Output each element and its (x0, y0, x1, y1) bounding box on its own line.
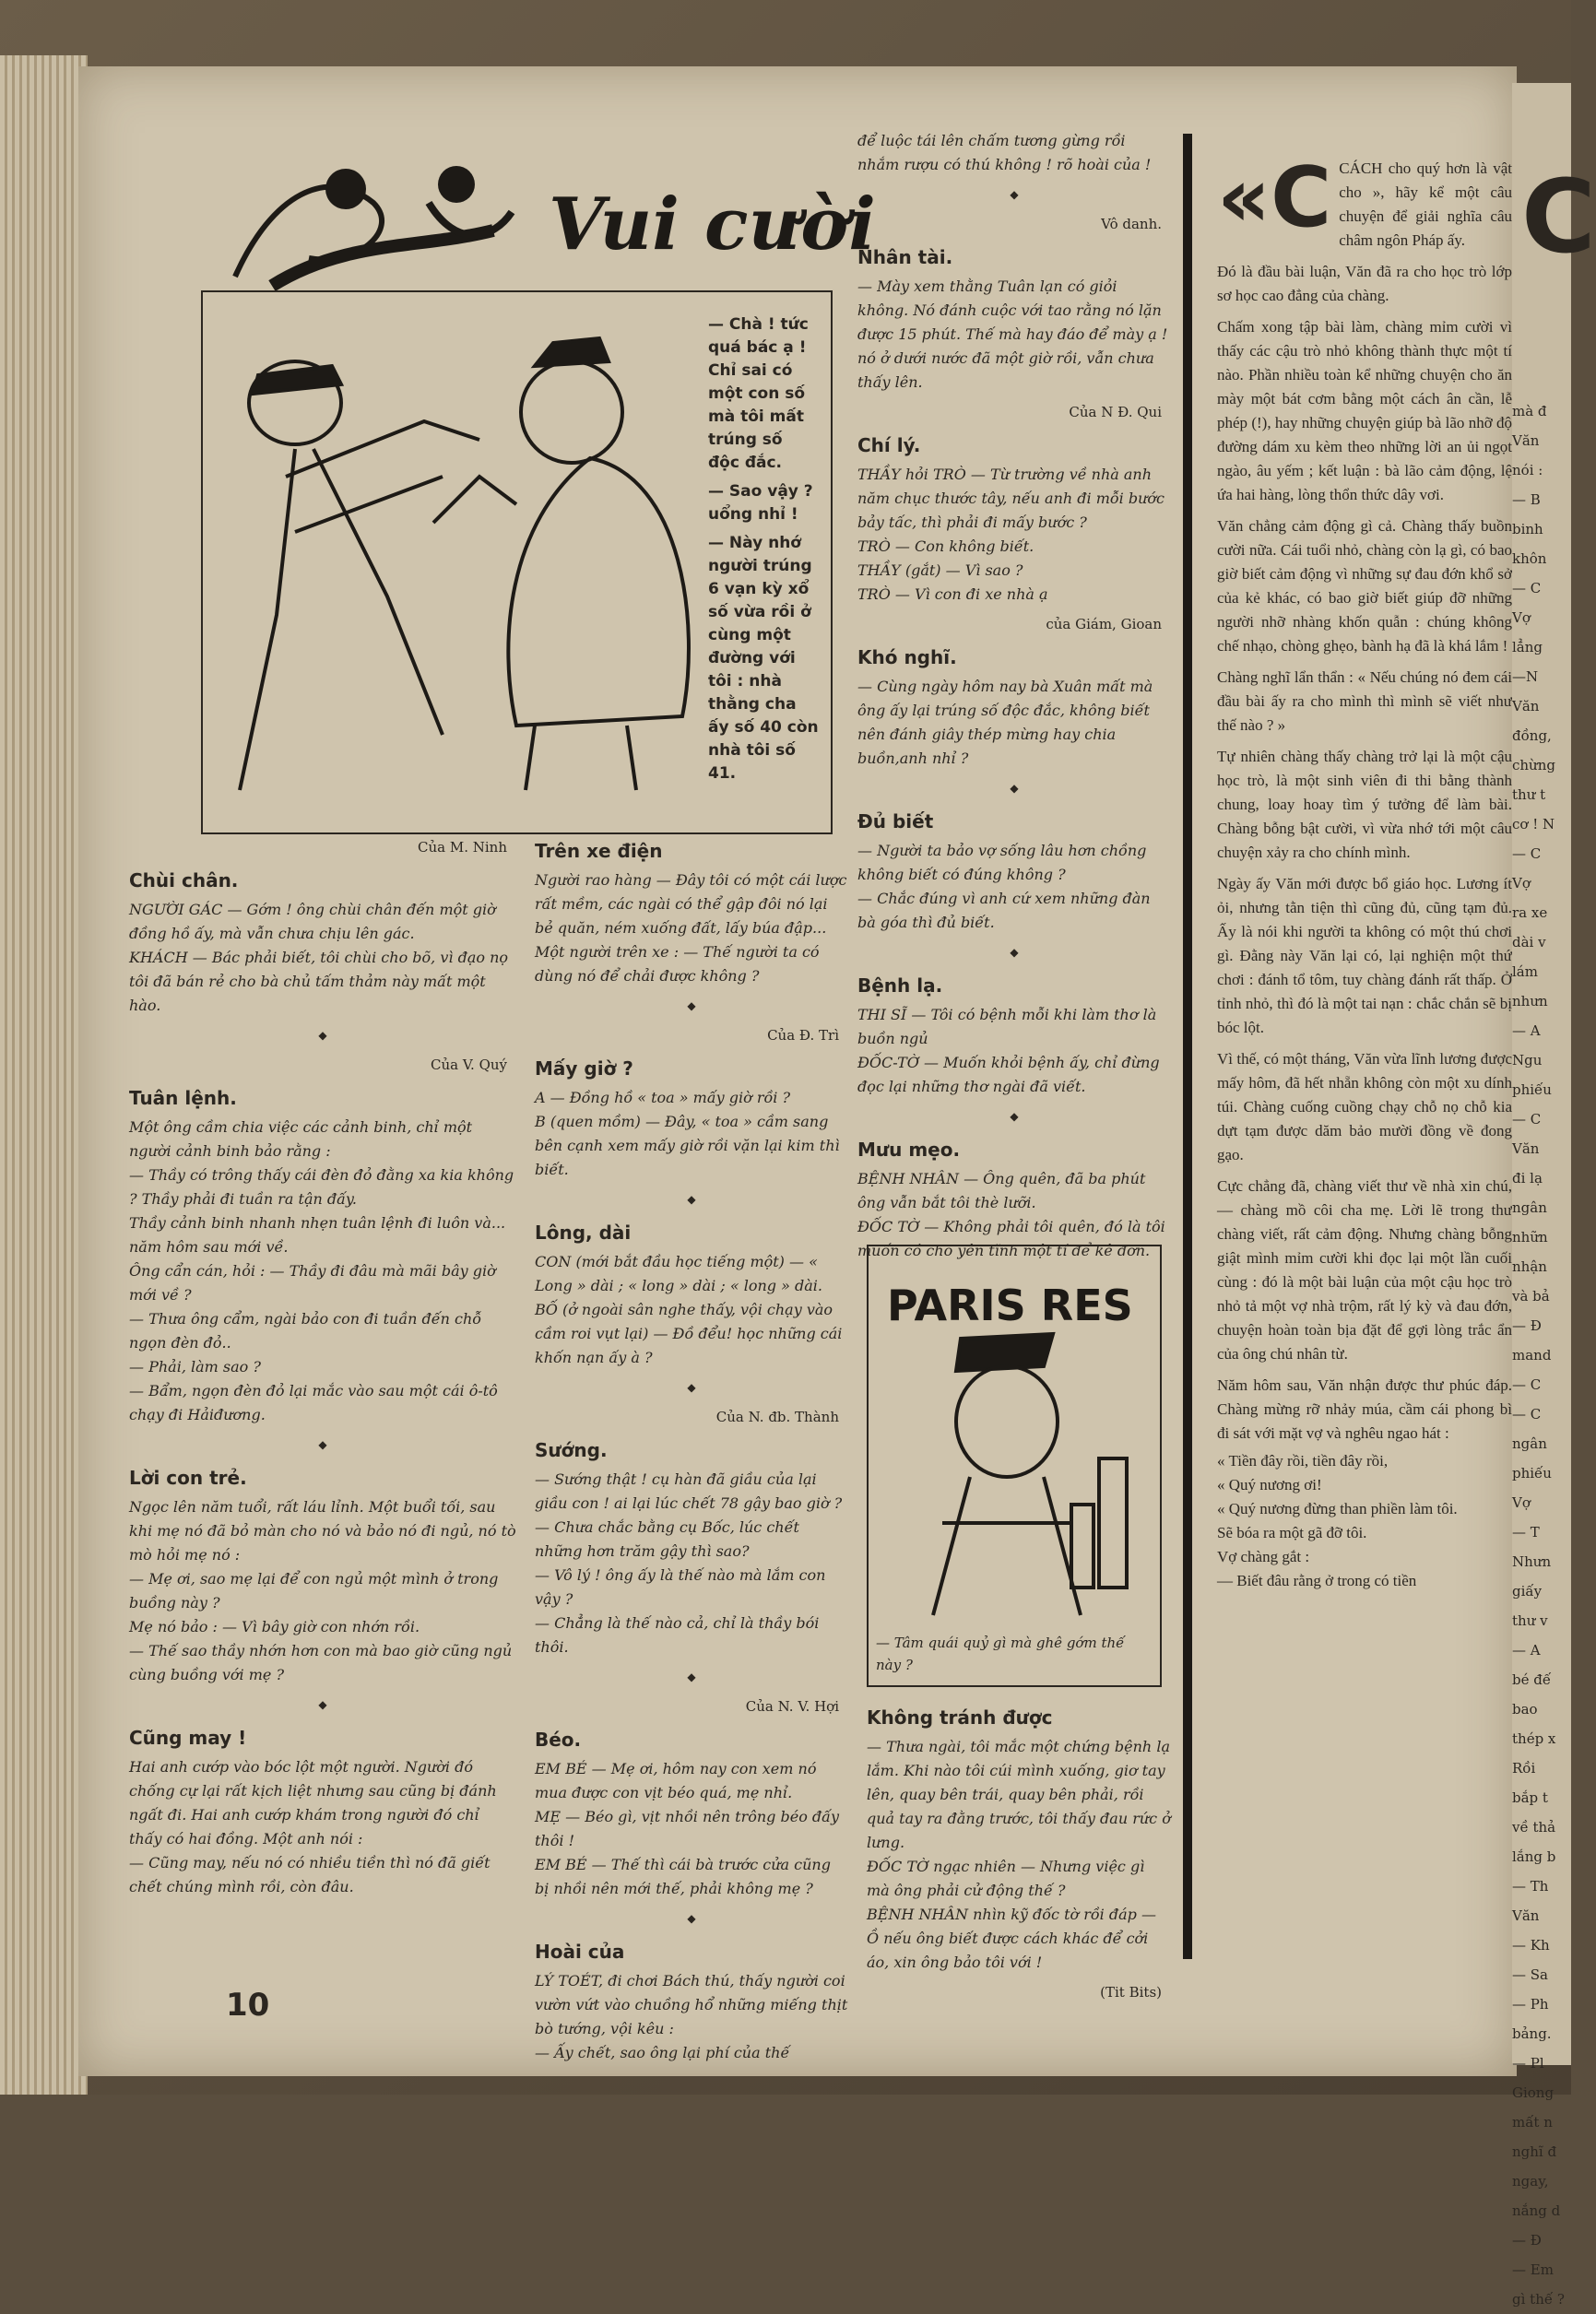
facing-page-line: lắng b (1512, 1848, 1556, 1865)
byline: (Tit Bits) (1100, 1984, 1162, 2001)
byline: Của M. Ninh (418, 839, 507, 856)
article-text: ĐỐC TỜ — Không phải tôi quên, đó là tôi muốn có cho yên tĩnh một tí để kê đơn. (857, 1218, 1165, 1259)
article-text: — Thế sao thầy nhớn hơn con mà bao giờ cũng ngủ cùng buồng với mẹ ? (129, 1642, 513, 1683)
facing-page-line: — C (1512, 1406, 1542, 1423)
facing-page-line: đồng, (1512, 727, 1552, 744)
article-text: Một ông cầm chia việc các cảnh binh, chỉ một người cảnh binh bảo rằng : (129, 1118, 473, 1160)
facing-page-line: binh (1512, 521, 1543, 537)
column-2 (535, 830, 848, 2065)
facing-page-line: Vợ (1512, 609, 1531, 626)
diamond-separator: ◆ (687, 1671, 696, 1683)
facing-page-line: — C (1512, 845, 1542, 862)
cartoon-paris-man (867, 1245, 1162, 1687)
facing-page-line: bao (1512, 1701, 1538, 1718)
column-3 (857, 129, 1171, 1263)
story-paragraph: Vợ chàng gắt : (1217, 1548, 1310, 1565)
article-text: TRÒ — Vì con đi xe nhà ạ (857, 585, 1048, 603)
article-text: Một người trên xe : — Thế người ta có dùng nó để chải được không ? (535, 943, 820, 985)
story-paragraph: Chấm xong tập bài làm, chàng mỉm cười vì thấy các cậu trò nhỏ không thành thực một tí nào. Phần nhiều toàn kể những chuyện cho ăn mày một bát cơm bằng một cách ân cần, lễ phép (!), hay những chuyện giúp bà lão nhỡ độ đường dám xu kèm theo những lời an ủi ngọt ngào, âu yếm ; kết luận : bà lão cảm động, lệ ứa hai hàng, lòng thổn thức dây vơi. (1217, 318, 1512, 503)
diamond-separator: ◆ (1010, 946, 1019, 959)
article-text: ĐỐC-TỜ — Muốn khỏi bệnh ấy, chỉ đừng đọc lại những thơ ngài đã viết. (857, 1054, 1160, 1095)
masthead-title: Vui cười (549, 183, 876, 266)
article-title: Cũng may ! (129, 1727, 247, 1749)
story-paragraph: Ngày ấy Văn mới được bổ giáo học. Lương ít ỏi, nhưng tằn tiện thì cũng đủ, cũng tạm đủ. Ấy là nói khi người ta không có một thú chơi gì. Đằng này Văn lại có, lại nghiện một thứ chơi : đánh tổ tôm, tuy chàng đánh rất thấp. Ở tỉnh nhỏ, thì đó là một tai nạn : chắc chắn sẽ bị bóc lột. (1217, 875, 1512, 1036)
facing-page-line: — C (1512, 580, 1542, 596)
facing-page-line: — Pl (1512, 2055, 1544, 2072)
facing-page-line: — Sa (1512, 1966, 1548, 1983)
byline: của Giám, Gioan (1046, 616, 1162, 632)
article-text: CON (mới bắt đầu học tiếng một) — « Long » dài ; « long » dài ; « long » dài. (535, 1253, 822, 1294)
facing-page-line: — Đ (1512, 2232, 1542, 2249)
byline: Của N. đb. Thành (715, 1409, 839, 1425)
column-4-story (1217, 149, 1512, 1593)
article-text: — Cũng may, nếu nó có nhiều tiền thì nó đã giết chết chúng mình rồi, còn đâu. (129, 1854, 491, 1895)
facing-page-line: mất n (1512, 2114, 1553, 2131)
article-title: Sướng. (535, 1439, 608, 1461)
caption-line: — Này nhớ người trúng 6 vạn kỳ xổ số vừa rồi ở cùng một đường với tôi : nhà thằng cha ấy số 40 còn nhà tôi số 41. (708, 534, 819, 783)
page-number: 10 (226, 1987, 270, 2024)
facing-page-line: lẳng (1512, 639, 1543, 655)
byline: Của N. V. Hợi (745, 1698, 839, 1715)
article-text: TRÒ — Con không biết. (857, 537, 1034, 555)
story-paragraph: CÁCH cho quý hơn là vật cho », hãy kể một câu chuyện để giải nghĩa câu châm ngôn Pháp ấy. (1339, 159, 1512, 249)
diamond-separator: ◆ (318, 1029, 327, 1042)
article-text: B (quen mồm) — Đây, « toa » cầm sang bên cạnh xem mấy giờ rồi vặn lại kim thì biết. (535, 1113, 840, 1178)
caption-line: — Sao vậy ? uổng nhỉ ! (708, 482, 813, 524)
article-text: THẦY hỏi TRÒ — Từ trường về nhà anh năm chục thước tây, nếu anh đi mỗi bước bảy tấc, thì phải đi mấy bước ? (857, 466, 1165, 531)
article-text: Thầy cảnh binh nhanh nhẹn tuân lệnh đi luôn và... năm hôm sau mới về. (129, 1214, 506, 1256)
article-text: — Thưa ngài, tôi mắc một chứng bệnh lạ lắm. Khi nào tôi cúi mình xuống, giơ tay lên, quay bên trái, quay bên phải, rồi quả tay ra đằng trước, tôi thấy đau rức ở lưng. (867, 1738, 1171, 1851)
facing-page-line: — Em (1512, 2261, 1554, 2278)
article-text: THI SĨ — Tôi có bệnh mỗi khi làm thơ là buồn ngủ (857, 1006, 1157, 1047)
facing-page-line: thư v (1512, 1612, 1548, 1629)
facing-page-line: — T (1512, 1524, 1540, 1541)
article-text: ĐỐC TỜ ngạc nhiên — Nhưng việc gì mà ông phải cử động thế ? (867, 1858, 1145, 1899)
facing-page-line: nắng d (1512, 2202, 1561, 2219)
diamond-separator: ◆ (1010, 188, 1019, 201)
facing-page-line: Rồi (1512, 1760, 1536, 1777)
article-text: LÝ TOÉT, đi chơi Bách thú, thấy người coi vườn vứt vào chuồng hổ những miếng thịt bò tướng, vội kêu : (535, 1972, 848, 2037)
diamond-separator: ◆ (687, 1381, 696, 1394)
article-text: Người rao hàng — Đây tôi có một cái lược rất mềm, các ngài có thể gập đôi nó lại bẻ quăn, ném xuống đất, lấy búa đập... (535, 871, 847, 937)
story-paragraph: Sẽ bóa ra một gã đỡ tôi. (1217, 1524, 1367, 1541)
article-text: MẸ — Béo gì, vịt nhồi nên trông béo đấy thôi ! (535, 1808, 840, 1849)
facing-page-line: lám (1512, 963, 1538, 980)
cartoon-paris-man-drawing (869, 1246, 1160, 1624)
facing-page-line: về thả (1512, 1819, 1556, 1836)
facing-page-line: — A (1512, 1022, 1541, 1039)
byline: Của V. Quý (430, 1057, 507, 1073)
article-title: Nhân tài. (857, 246, 953, 268)
facing-page-line: đi lạ (1512, 1170, 1543, 1187)
story-paragraph: Cực chẳng đã, chàng viết thư về nhà xin chú, — chàng mồ côi cha mẹ. Lời lẽ trong thư chàng viết, rất cảm động. Nhưng chàng bỗng giật mình mỉm cười khi đọc lại một lần cuối cùng : đó là một bài luận của một cậu học trò nhỏ tả một vợ nhà trộm, rất lý kỳ và đau đớn, chuyện hoàn toàn bịa đặt để gợi lòng trắc ẩn của ông chú nhân từ. (1217, 1177, 1512, 1363)
diamond-separator: ◆ (687, 1912, 696, 1925)
article-text: — Chắc đúng vì anh cứ xem những đàn bà góa thì đủ biết. (857, 890, 1151, 931)
story-paragraph: — Biết đâu rằng ở trong có tiền (1217, 1572, 1417, 1589)
facing-page-line: —N (1512, 668, 1539, 685)
facing-page-line: nhữn (1512, 1229, 1548, 1246)
article-title: Hoài của (535, 1941, 625, 1963)
article-title: Bệnh lạ. (857, 974, 943, 997)
facing-page-line: bé đế (1512, 1671, 1552, 1688)
facing-page-line: — Th (1512, 1878, 1549, 1895)
facing-page-line: thư t (1512, 786, 1546, 803)
facing-page-line: phiếu (1512, 1081, 1552, 1098)
facing-page-line: cơ ! N (1512, 816, 1555, 832)
facing-page-drop-cap: C (1521, 158, 1596, 276)
facing-page-line: Văn (1512, 1140, 1540, 1157)
column-rule (1183, 134, 1192, 1959)
facing-page-line: khôn (1512, 550, 1547, 567)
article-text: — Mẹ ơi, sao mẹ lại để con ngủ một mình ở trong buồng này ? (129, 1570, 499, 1612)
facing-page-line: ngân (1512, 1435, 1547, 1452)
story-paragraph: Vì thế, có một tháng, Văn vừa lĩnh lương được mấy hôm, đã hết nhẵn không còn một xu dính túi. Chàng cuống cuồng chạy chỗ nọ chỗ kia dựt tạm được dăm bảo mười đồng về đong gạo. (1217, 1050, 1512, 1163)
article-text: — Sướng thật ! cụ hàn đã giầu của lại giầu con ! ai lại lúc chết 78 gậy bao giờ ? (535, 1470, 843, 1512)
story-paragraph: « Quý nương ơi! (1217, 1476, 1322, 1493)
article-text: — Vô lý ! ông ấy là thế nào mà lắm con vậy ? (535, 1566, 826, 1608)
diamond-separator: ◆ (318, 1698, 327, 1711)
article-text: — Phải, làm sao ? (129, 1358, 261, 1375)
story-paragraph: Năm hôm sau, Văn nhận được thư phúc đáp. Chàng mừng rỡ nhảy múa, cầm cái phong bì đi sát với mặt vợ và nghêu ngao hát : (1217, 1376, 1512, 1442)
drop-cap: «C (1217, 149, 1332, 246)
facing-page-edge (1512, 83, 1596, 2308)
diamond-separator: ◆ (1010, 1110, 1019, 1123)
article-title: Lời con trẻ. (129, 1467, 247, 1489)
facing-page-line: nói : (1512, 462, 1543, 478)
article-title: Béo. (535, 1729, 582, 1751)
cartoon-lettering: PARIS RES (887, 1281, 1133, 1330)
byline: Của Đ. Trì (767, 1027, 839, 1044)
article-title: Mấy giờ ? (535, 1057, 633, 1080)
facing-page-line: mà đ (1512, 403, 1547, 419)
facing-page-line: và bả (1512, 1288, 1550, 1305)
article-title: Đủ biết (857, 810, 934, 832)
column-3-bottom (867, 1696, 1171, 2010)
facing-page-line: — A (1512, 1642, 1541, 1659)
byline: Của N Đ. Qui (1069, 404, 1162, 420)
facing-page-line: — C (1512, 1376, 1542, 1393)
masthead-illustration (217, 138, 876, 295)
story-paragraph: Đó là đầu bài luận, Văn đã ra cho học trò lớp sơ học cao đẳng của chàng. (1217, 263, 1512, 304)
article-text: — Thầy có trông thấy cái đèn đỏ đằng xa kia không ? Thầy phải đi tuần ra tận đấy. (129, 1166, 514, 1208)
article-text: — Chưa chắc bằng cụ Bốc, lúc chết những hơn trăm gậy thì sao? (535, 1518, 799, 1560)
facing-page-line: mand (1512, 1347, 1552, 1364)
article-title: Mưu mẹo. (857, 1139, 961, 1161)
facing-page-line: nhưn (1512, 993, 1548, 1009)
article-text: KHÁCH — Bác phải biết, tôi chùi cho bõ, vì đạo nọ tôi đã bán rẻ cho bà chủ tấm thảm này mất một hào. (129, 949, 509, 1014)
story-paragraph: Văn chẳng cảm động gì cả. Chàng thấy buồn cười nữa. Cái tuổi nhỏ, chàng còn lạ gì, có bao giờ biết cảm động vì những sự đau đớn khổ sở của kẻ khác, có bao giờ biết giúp đỡ những người nhỡ nhàng khốn quẫn : chúng không chế nhạo, chòng ghẹo, bành hạ đã là khá lắm ! (1217, 517, 1512, 655)
story-paragraph: « Tiền đây rồi, tiền đây rồi, (1217, 1452, 1389, 1470)
article-text: để luộc tái lên chấm tương gừng rồi nhắm rượu có thú không ! rõ hoài của ! (857, 132, 1152, 173)
book-spine-edges (0, 55, 88, 2095)
facing-page-line: — C (1512, 1111, 1542, 1127)
article-text: EM BÉ — Thế thì cái bà trước cửa cũng bị nhồi nên mới thế, phải không mẹ ? (535, 1856, 831, 1897)
article-text: — Ấy chết, sao ông lại phí của thế (535, 2044, 790, 2061)
facing-page-line: Vợ (1512, 875, 1531, 891)
article-title: Lông, dài (535, 1222, 632, 1244)
article-text: A — Đồng hồ « toa » mấy giờ rồi ? (535, 1089, 791, 1106)
article-title: Chí lý. (857, 434, 921, 456)
article-text: THẦY (gắt) — Vì sao ? (857, 561, 1023, 579)
facing-page-line: — Ph (1512, 1996, 1549, 2013)
cartoon-caption (708, 313, 819, 791)
article-title: Tuân lệnh. (129, 1087, 237, 1109)
diamond-separator: ◆ (687, 999, 696, 1012)
article-text: Ông cẩn cán, hỏi : — Thầy đi đâu mà mãi bây giờ mới về ? (129, 1262, 496, 1304)
article-text: Mẹ nó bảo : — Vì bây giờ con nhớn rồi. (129, 1618, 420, 1635)
article-text: NGƯỜI GÁC — Gớm ! ông chùi chân đến một giờ đồng hồ ấy, mà vẫn chưa chịu lên gác. (129, 901, 496, 942)
facing-page-line: nhận (1512, 1258, 1547, 1275)
article-title: Khó nghĩ. (857, 646, 957, 668)
article-text: EM BÉ — Mẹ ơi, hôm nay con xem nó mua được con vịt béo quá, mẹ nhỉ. (535, 1760, 817, 1801)
facing-page-line: — B (1512, 491, 1541, 508)
facing-page-line: bảng. (1512, 2025, 1552, 2042)
facing-page-line: ra xe (1512, 904, 1548, 921)
facing-page-line: ngay, (1512, 2173, 1549, 2190)
article-text: BỐ (ở ngoài sân nghe thấy, vội chạy vào cầm roi vụt lại) — Đồ đểu! học những cái khốn nạn ấy à ? (535, 1301, 843, 1366)
story-paragraph: Tự nhiên chàng thấy chàng trở lại là một cậu học trò, là một sinh viên đi thi bằng thành chung, loay hoay tìm ý tưởng để làm bài. Chàng bỗng bật cười, vì vừa nhớ tới một câu chuyện xảy ra cho chính mình. (1217, 748, 1512, 861)
caption-line: — Chà ! tức quá bác ạ ! Chỉ sai có một con số mà tôi mất trúng số độc đắc. (708, 315, 809, 472)
column-1 (129, 830, 516, 1899)
facing-page-line: Vợ (1512, 1494, 1531, 1511)
article-text: BỆNH NHÂN — Ông quên, đã ba phút ông vẫn bắt tôi thè lưỡi. (857, 1170, 1146, 1211)
cartoon-caption: — Tâm quái quỷ gì mà ghê gớm thế này ? (876, 1635, 1125, 1673)
facing-page-line: Văn (1512, 432, 1540, 449)
byline: Vô danh. (1101, 216, 1162, 232)
article-text: — Chẳng là thế nào cả, chỉ là thầy bói thôi. (535, 1614, 820, 1656)
facing-page-line: dài v (1512, 934, 1546, 950)
facing-page-line: — Kh (1512, 1937, 1550, 1954)
article-text: Hai anh cướp vào bóc lột một người. Người đó chống cự lại rất kịch liệt nhưng sau cũng bị đánh ngất đi. Hai anh cướp khám trong người đó chỉ thấy có hai đồng. Một anh nói : (129, 1758, 497, 1848)
facing-page-line: nghĩ đ (1512, 2143, 1557, 2160)
facing-page-line: Văn (1512, 1907, 1540, 1924)
facing-page-line: Giong (1512, 2084, 1555, 2101)
story-paragraph: « Quý nương đừng than phiền làm tôi. (1217, 1500, 1458, 1517)
article-text: — Bẩm, ngọn đèn đỏ lại mắc vào sau một cái ô-tô chạy đi Hảiđương. (129, 1382, 498, 1423)
facing-page-line: bắp t (1512, 1789, 1548, 1806)
article-text: BỆNH NHÂN nhìn kỹ đốc tờ rồi đáp — Ồ nếu ông biết được cách khác để cởi áo, xin ông bảo tôi với ! (867, 1906, 1156, 1971)
article-text: — Thưa ông cẩm, ngài bảo con đi tuần đến chỗ ngọn đèn đỏ.. (129, 1310, 482, 1352)
facing-page-line: phiếu (1512, 1465, 1552, 1482)
facing-page-line: Ngu (1512, 1052, 1543, 1068)
diamond-separator: ◆ (1010, 782, 1019, 795)
facing-page-line: giấy (1512, 1583, 1543, 1600)
article-title: Chùi chân. (129, 869, 239, 891)
article-title: Không tránh được (867, 1706, 1053, 1729)
diamond-separator: ◆ (687, 1193, 696, 1206)
article-text: — Cùng ngày hôm nay bà Xuân mất mà ông ấy lại trúng số độc đắc, không biết nên đánh giây thép mừng hay chia buồn,anh nhỉ ? (857, 678, 1153, 767)
facing-page-line: Nhưn (1512, 1553, 1552, 1570)
facing-page-line: chừng (1512, 757, 1555, 773)
article-text: Ngọc lên năm tuổi, rất láu lỉnh. Một buổi tối, sau khi mẹ nó đã bỏ màn cho nó và bảo nó đi ngủ, nó tò mò hỏi mẹ nó : (129, 1498, 516, 1564)
article-text: — Người ta bảo vợ sống lâu hơn chồng không biết có đúng không ? (857, 842, 1147, 883)
article-text: — Mày xem thằng Tuân lạn có giỏi không. Nó đánh cuộc với tao rằng nó lặn được 15 phút. Thế mà hay đáo để mày ạ ! nó ở dưới nước đã một giờ rồi, vẫn chưa thấy lên. (857, 277, 1168, 391)
diamond-separator: ◆ (318, 1438, 327, 1451)
facing-page-line: gì thế ? (1512, 2291, 1565, 2308)
story-paragraph: Chàng nghĩ lẩn thẩn : « Nếu chúng nó đem cái đầu bài ấy ra cho mình thì mình sẽ viết như thế nào ? » (1217, 668, 1512, 734)
facing-page-line: — Đ (1512, 1317, 1542, 1334)
facing-page-line: ngân (1512, 1199, 1547, 1216)
facing-page-line: Văn (1512, 698, 1540, 714)
facing-page-line: thép x (1512, 1730, 1556, 1747)
article-title: Trên xe điện (535, 840, 663, 862)
